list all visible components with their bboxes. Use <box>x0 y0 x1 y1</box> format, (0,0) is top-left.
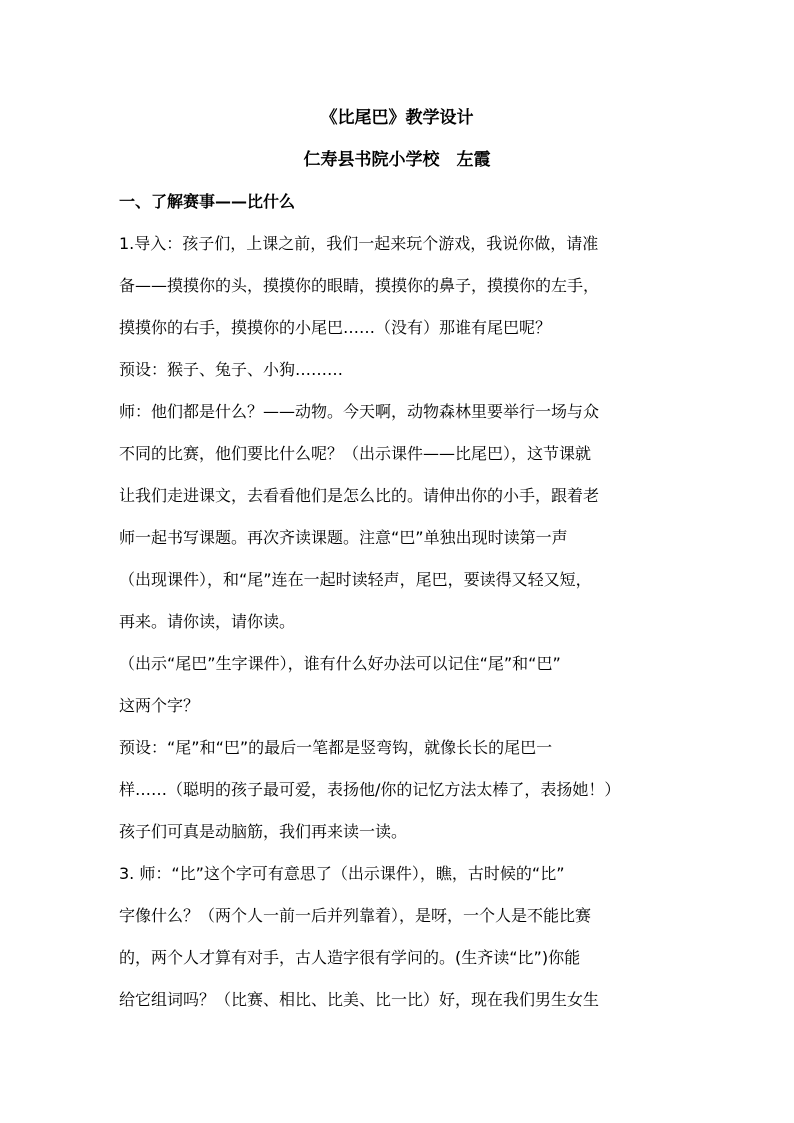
author-line: 仁寿县书院小学校 左霞 <box>303 150 491 170</box>
paragraph-line: 师一起书写课题。再次齐读课题。注意“巴”单独出现时读第一声 <box>119 528 568 547</box>
section-heading: 一、了解赛事——比什么 <box>119 192 296 211</box>
paragraph-line: 的，两个人才算有对手，古人造字很有学问的。(生齐读“比”)你能 <box>119 948 581 967</box>
paragraph-line: 字像什么？（两个人一前一后并列靠着），是呀，一个人是不能比赛 <box>119 906 592 925</box>
paragraph-line: 让我们走进课文，去看看他们是怎么比的。请伸出你的小手，跟着老 <box>119 486 600 505</box>
paragraph-line: 不同的比赛，他们要比什么呢？（出示课件——比尾巴），这节课就 <box>119 444 592 463</box>
paragraph-line: 备——摸摸你的头，摸摸你的眼睛，摸摸你的鼻子，摸摸你的左手， <box>119 276 600 295</box>
paragraph-line: 预设：猴子、兔子、小狗……… <box>119 360 344 379</box>
paragraph-line: 孩子们可真是动脑筋，我们再来读一读。 <box>119 822 408 841</box>
paragraph-line: 给它组词吗？（比赛、相比、比美、比一比）好，现在我们男生女生 <box>119 990 600 1009</box>
paragraph-line: 3. 师：“比”这个字可有意思了（出示课件），瞧，古时候的“比” <box>119 864 565 883</box>
paragraph-line: （出示“尾巴”生字课件），谁有什么好办法可以记住“尾”和“巴” <box>119 654 561 673</box>
paragraph-line: （出现课件），和“尾”连在一起时读轻声，尾巴，要读得又轻又短， <box>119 570 592 589</box>
paragraph-line: 预设：“尾”和“巴”的最后一笔都是竖弯钩，就像长长的尾巴一 <box>119 738 553 757</box>
paragraph-line: 这两个字？ <box>119 696 200 715</box>
paragraph-line: 摸摸你的右手，摸摸你的小尾巴……（没有）那谁有尾巴呢？ <box>119 318 552 337</box>
paragraph-line: 样……（聪明的孩子最可爱，表扬他/你的记忆方法太棒了，表扬她！） <box>119 780 621 799</box>
paragraph-line: 师：他们都是什么？——动物。今天啊，动物森林里要举行一场与众 <box>119 402 600 421</box>
paragraph-line: 1.导入：孩子们，上课之前，我们一起来玩个游戏，我说你做，请准 <box>119 234 599 253</box>
document-title: 《比尾巴》教学设计 <box>320 108 474 128</box>
paragraph-line: 再来。请你读，请你读。 <box>119 612 296 631</box>
